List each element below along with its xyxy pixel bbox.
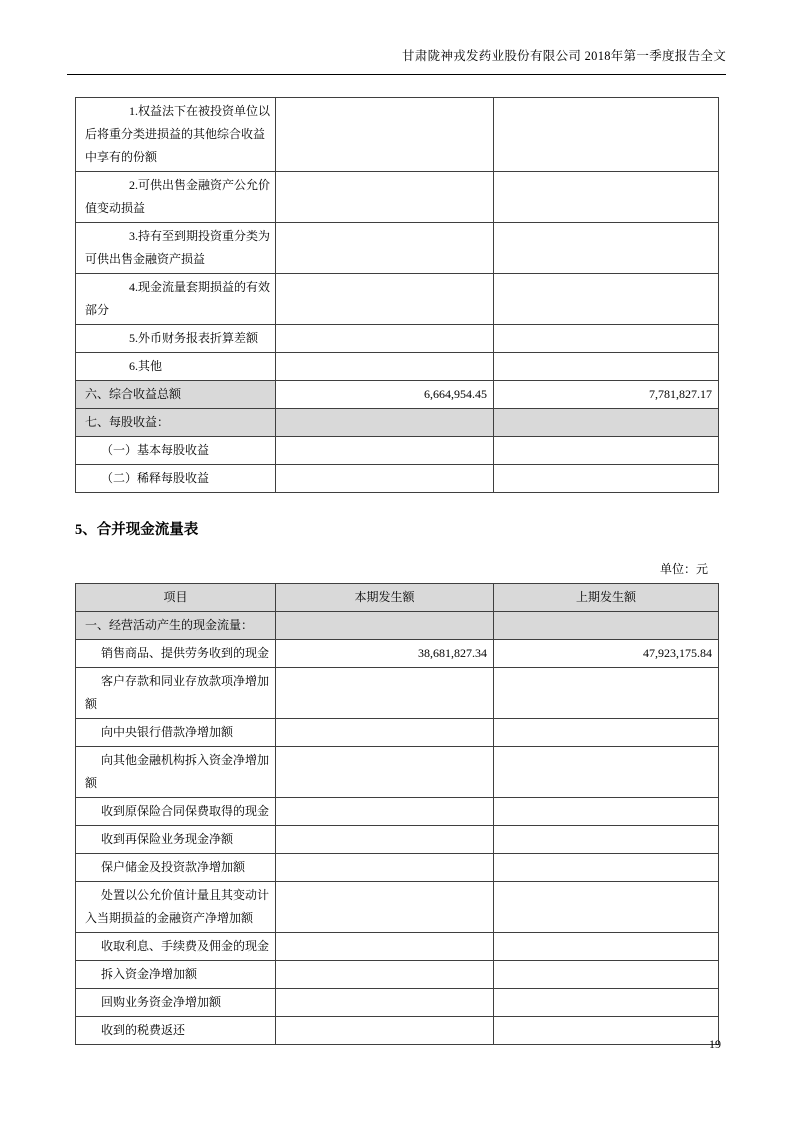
table-row [76, 353, 719, 381]
table-row [76, 747, 719, 798]
item-label-cell: 处置以公允价值计量且其变动计入当期损益的金融资产净增加额 [76, 882, 276, 933]
current-period-cell: 6,664,954.45 [276, 381, 494, 409]
table-row [76, 465, 719, 493]
item-label-cell: （二）稀释每股收益 [76, 465, 276, 493]
item-label-cell: 2.可供出售金融资产公允价值变动损益 [76, 172, 276, 223]
comprehensive-income-table [75, 97, 719, 493]
table-row [76, 1017, 719, 1045]
table-row [76, 882, 719, 933]
current-period-cell [276, 747, 494, 798]
item-label-cell: 保户储金及投资款净增加额 [76, 854, 276, 882]
current-period-cell [276, 961, 494, 989]
table-row [76, 223, 719, 274]
prior-period-cell: 47,923,175.84 [494, 640, 719, 668]
table-row [76, 325, 719, 353]
current-period-cell [276, 98, 494, 172]
item-label-cell: 收到再保险业务现金净额 [76, 826, 276, 854]
item-label-cell: 拆入资金净增加额 [76, 961, 276, 989]
prior-period-cell [494, 409, 719, 437]
current-period-cell [276, 409, 494, 437]
item-label-cell: 客户存款和同业存放款项净增加额 [76, 668, 276, 719]
table-row [76, 640, 719, 668]
table-row [76, 612, 719, 640]
cash-flow-table [75, 583, 719, 1045]
unit-label: 单位：元 [659, 562, 708, 576]
item-label-cell: 向中央银行借款净增加额 [76, 719, 276, 747]
prior-period-cell [494, 274, 719, 325]
current-period-cell [276, 854, 494, 882]
current-period-cell [276, 465, 494, 493]
prior-period-cell [494, 882, 719, 933]
header-title: 甘肃陇神戎发药业股份有限公司 2018年第一季度报告全文 [401, 49, 726, 63]
current-period-cell [276, 1017, 494, 1045]
prior-period-cell: 7,781,827.17 [494, 381, 719, 409]
current-period-cell [276, 933, 494, 961]
table-row [76, 798, 719, 826]
current-period-cell [276, 826, 494, 854]
prior-period-cell [494, 826, 719, 854]
prior-period-cell [494, 353, 719, 381]
item-label-cell: 6.其他 [76, 353, 276, 381]
prior-period-cell [494, 437, 719, 465]
current-period-cell [276, 437, 494, 465]
column-header: 本期发生额 [276, 584, 494, 612]
table-row [76, 274, 719, 325]
item-label-cell: 收取利息、手续费及佣金的现金 [76, 933, 276, 961]
prior-period-cell [494, 223, 719, 274]
table-row [76, 98, 719, 172]
current-period-cell [276, 612, 494, 640]
table-row [76, 854, 719, 882]
prior-period-cell [494, 989, 719, 1017]
prior-period-cell [494, 854, 719, 882]
current-period-cell [276, 719, 494, 747]
item-label-cell: 六、综合收益总额 [76, 381, 276, 409]
table-row [76, 668, 719, 719]
column-header: 项目 [76, 584, 276, 612]
item-label-cell: 回购业务资金净增加额 [76, 989, 276, 1017]
table-row [76, 933, 719, 961]
item-label-cell: 3.持有至到期投资重分类为可供出售金融资产损益 [76, 223, 276, 274]
prior-period-cell [494, 798, 719, 826]
current-period-cell [276, 353, 494, 381]
prior-period-cell [494, 465, 719, 493]
column-header: 上期发生额 [494, 584, 719, 612]
prior-period-cell [494, 961, 719, 989]
table-row [76, 172, 719, 223]
item-label-cell: （一）基本每股收益 [76, 437, 276, 465]
prior-period-cell [494, 1017, 719, 1045]
current-period-cell [276, 223, 494, 274]
item-label-cell: 5.外币财务报表折算差额 [76, 325, 276, 353]
document-header [67, 48, 726, 75]
item-label-cell: 1.权益法下在被投资单位以后将重分类进损益的其他综合收益中享有的份额 [76, 98, 276, 172]
prior-period-cell [494, 668, 719, 719]
prior-period-cell [494, 747, 719, 798]
prior-period-cell [494, 612, 719, 640]
item-label-cell: 4.现金流量套期损益的有效部分 [76, 274, 276, 325]
table-row [76, 826, 719, 854]
income-table-body [76, 98, 719, 493]
current-period-cell [276, 668, 494, 719]
current-period-cell [276, 798, 494, 826]
prior-period-cell [494, 933, 719, 961]
item-label-cell: 一、经营活动产生的现金流量： [76, 612, 276, 640]
current-period-cell: 38,681,827.34 [276, 640, 494, 668]
table-row [76, 961, 719, 989]
page-number: 19 [709, 1037, 721, 1051]
section-heading: 5、合并现金流量表 [75, 522, 199, 538]
table-row [76, 437, 719, 465]
table-row [76, 381, 719, 409]
prior-period-cell [494, 98, 719, 172]
current-period-cell [276, 274, 494, 325]
prior-period-cell [494, 172, 719, 223]
prior-period-cell [494, 719, 719, 747]
current-period-cell [276, 882, 494, 933]
cashflow-table-head-row [76, 584, 719, 612]
item-label-cell: 七、每股收益： [76, 409, 276, 437]
current-period-cell [276, 325, 494, 353]
cashflow-table-body [76, 612, 719, 1045]
cashflow-table-head [76, 584, 719, 612]
item-label-cell: 向其他金融机构拆入资金净增加额 [76, 747, 276, 798]
current-period-cell [276, 172, 494, 223]
current-period-cell [276, 989, 494, 1017]
item-label-cell: 收到的税费返还 [76, 1017, 276, 1045]
table-row [76, 409, 719, 437]
table-row [76, 989, 719, 1017]
item-label-cell: 收到原保险合同保费取得的现金 [76, 798, 276, 826]
item-label-cell: 销售商品、提供劳务收到的现金 [76, 640, 276, 668]
table-row [76, 719, 719, 747]
prior-period-cell [494, 325, 719, 353]
